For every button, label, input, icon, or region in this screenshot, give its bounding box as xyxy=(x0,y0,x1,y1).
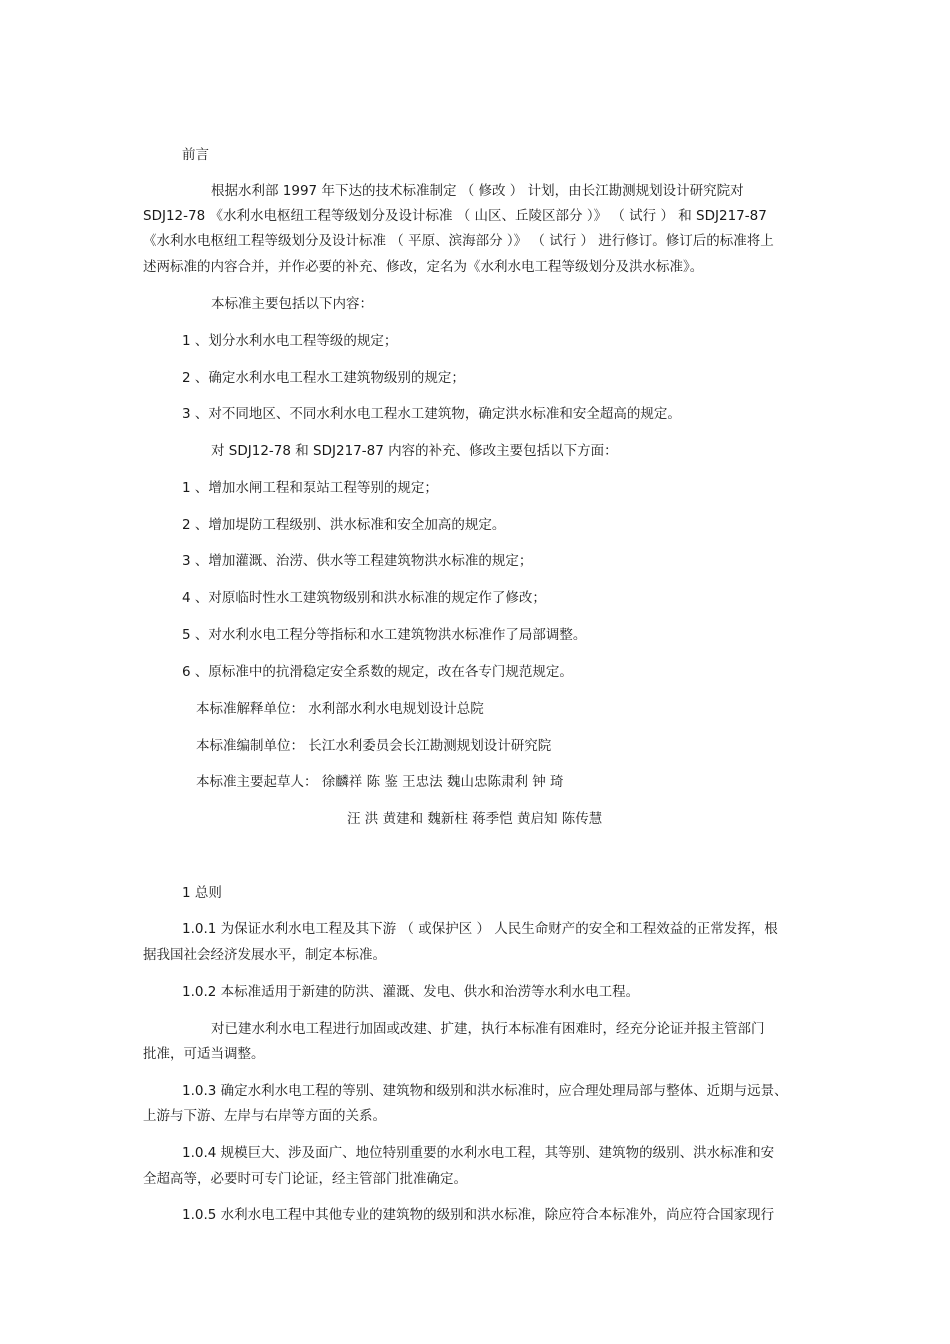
preface-contents-intro: 本标准主要包括以下内容： xyxy=(211,296,373,312)
compiling-unit: 本标准编制单位： 长江水利委员会长江勘测规划设计研究院 xyxy=(196,738,552,754)
chapter-heading: 1 总则 xyxy=(182,885,222,901)
clause-line: 据我国社会经济发展水平，制定本标准。 xyxy=(143,947,386,963)
clause-line: 1.0.1 为保证水利水电工程及其下游 （ 或保护区 ） 人民生命财产的安全和工程效益的正常发挥，根 xyxy=(182,921,778,937)
list-item: 3 、增加灌溉、治涝、供水等工程建筑物洪水标准的规定； xyxy=(182,553,533,569)
interpretation-unit: 本标准解释单位： 水利部水利水电规划设计总院 xyxy=(196,701,484,717)
list-item: 5 、对水利水电工程分等指标和水工建筑物洪水标准作了局部调整。 xyxy=(182,627,587,643)
list-item: 3 、对不同地区、不同水利水电工程水工建筑物，确定洪水标准和安全超高的规定。 xyxy=(182,406,681,422)
list-item: 6 、原标准中的抗滑稳定安全系数的规定，改在各专门规范规定。 xyxy=(182,664,573,680)
clause-line: 全超高等，必要时可专门论证，经主管部门批准确定。 xyxy=(143,1171,467,1187)
preface-paragraph-line: SDJ12-78 《水利水电枢纽工程等级划分及设计标准 （ 山区、丘陵区部分 ）》 （ 试行 ） 和 SDJ217-87 xyxy=(143,208,767,224)
clause-line: 1.0.4 规模巨大、涉及面广、地位特别重要的水利水电工程，其等别、建筑物的级别、洪水标准和安 xyxy=(182,1145,775,1161)
main-drafters-continued: 汪 洪 黄建和 魏新柱 蒋季恺 黄启知 陈传慧 xyxy=(347,811,603,827)
clause-line: 1.0.3 确定水利水电工程的等别、建筑物和级别和洪水标准时，应合理处理局部与整体、近期与远景、 xyxy=(182,1083,788,1099)
list-item: 2 、确定水利水电工程水工建筑物级别的规定； xyxy=(182,370,465,386)
list-item: 1 、划分水利水电工程等级的规定； xyxy=(182,333,398,349)
preface-paragraph-line: 述两标准的内容合并，并作必要的补充、修改，定名为《水利水电工程等级划分及洪水标准》。 xyxy=(143,259,704,275)
preface-paragraph-line: 《水利水电枢纽工程等级划分及设计标准 （ 平原、滨海部分 ）》 （ 试行 ） 进行修订。修订后的标准将上 xyxy=(143,233,774,249)
list-item: 2 、增加堤防工程级别、洪水标准和安全加高的规定。 xyxy=(182,517,506,533)
preface-paragraph-line: 根据水利部 1997 年下达的技术标准制定 （ 修改 ） 计划，由长江勘测规划设计研究院对 xyxy=(211,183,744,199)
clause-line: 1.0.2 本标准适用于新建的防洪、灌溉、发电、供水和治涝等水利水电工程。 xyxy=(182,984,640,1000)
main-drafters: 本标准主要起草人： 徐麟祥 陈 鉴 王忠法 魏山忠陈肃利 钟 琦 xyxy=(196,774,564,790)
list-item: 1 、增加水闸工程和泵站工程等别的规定； xyxy=(182,480,438,496)
clause-line: 上游与下游、左岸与右岸等方面的关系。 xyxy=(143,1108,386,1124)
clause-line: 1.0.5 水利水电工程中其他专业的建筑物的级别和洪水标准，除应符合本标准外，尚应符合国家现行 xyxy=(182,1207,775,1223)
revisions-intro: 对 SDJ12-78 和 SDJ217-87 内容的补充、修改主要包括以下方面： xyxy=(211,443,618,459)
clause-line: 批准，可适当调整。 xyxy=(143,1046,265,1062)
list-item: 4 、对原临时性水工建筑物级别和洪水标准的规定作了修改； xyxy=(182,590,546,606)
clause-line: 对已建水利水电工程进行加固或改建、扩建，执行本标准有困难时，经充分论证并报主管部门 xyxy=(211,1021,765,1037)
preface-title: 前言 xyxy=(182,147,209,163)
